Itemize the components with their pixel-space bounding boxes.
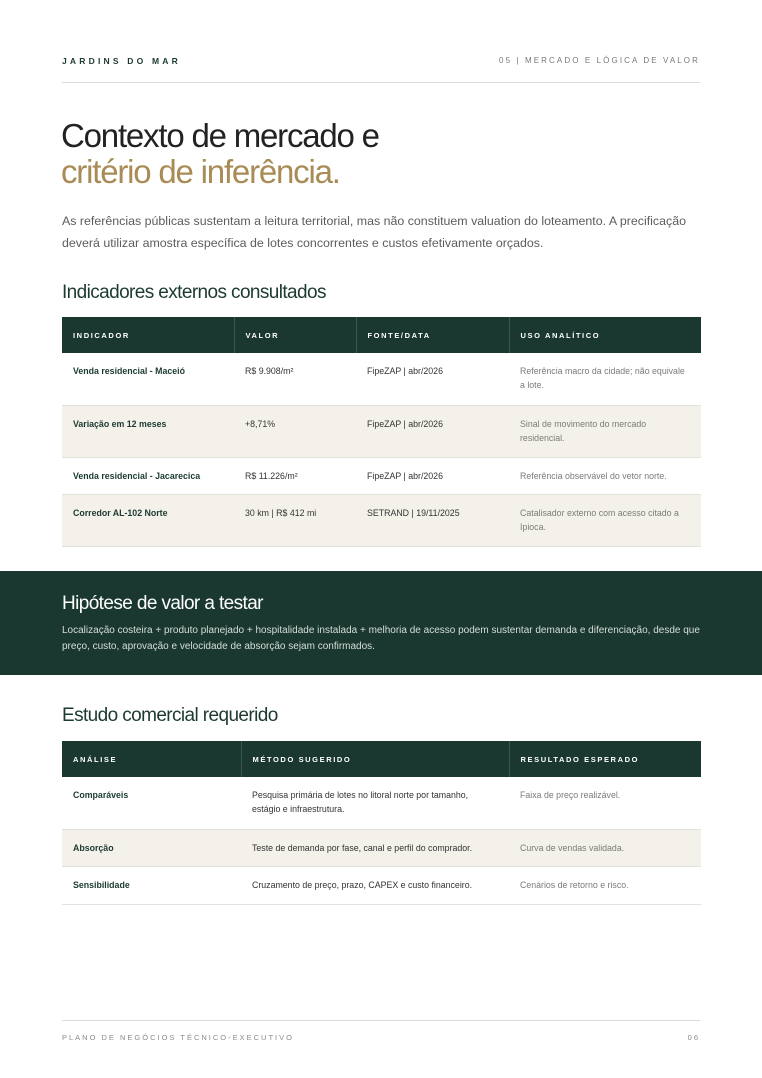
table-cell: Faixa de preço realizável. (509, 777, 701, 829)
footer-document-title: PLANO DE NEGÓCIOS TÉCNICO-EXECUTIVO (62, 1033, 294, 1042)
column-header: INDICADOR (62, 317, 234, 353)
table-cell: Venda residencial - Jacarecica (62, 457, 234, 494)
table-cell: R$ 11.226/m² (234, 457, 356, 494)
table-cell: Variação em 12 meses (62, 405, 234, 457)
table-row (62, 353, 701, 405)
table-header-row (62, 741, 701, 777)
table-cell: Referência observável do vetor norte. (509, 457, 701, 494)
intro-paragraph: As referências públicas sustentam a leitura territorial, mas não constituem valuation do loteamento. A precificação deverá utilizar amostra específica de lotes concorrentes e custos efetivamente orçados. (62, 214, 686, 250)
page-header (62, 56, 700, 83)
table-header-row (62, 317, 701, 353)
table-cell: R$ 9.908/m² (234, 353, 356, 405)
page-number: 06 (687, 1033, 700, 1042)
table-row (62, 866, 701, 904)
table-cell: Catalisador externo com acesso citado a Ipioca. (509, 494, 701, 546)
table-cell: Absorção (62, 829, 241, 866)
column-header: FONTE/DATA (356, 317, 509, 353)
table-row (62, 494, 701, 546)
table-cell: Pesquisa primária de lotes no litoral norte por tamanho, estágio e infraestrutura. (241, 777, 509, 829)
title-line-1: Contexto de mercado e (61, 117, 379, 154)
table-cell: Teste de demanda por fase, canal e perfil do comprador. (241, 829, 509, 866)
study-table (62, 741, 701, 905)
table-cell: Cenários de retorno e risco. (509, 866, 701, 904)
title-line-2: critério de inferência. (61, 153, 340, 190)
table-cell: Referência macro da cidade; não equivale a lote. (509, 353, 701, 405)
table-row (62, 829, 701, 866)
hypothesis-text: Localização costeira + produto planejado + hospitalidade instalada + melhoria de acesso podem sustentar demanda e diferenciação, desde que preço, custo, aprovação e velocidade de absorção sejam confirmados. (62, 625, 700, 652)
column-header: RESULTADO ESPERADO (509, 741, 701, 777)
table-cell: FipeZAP | abr/2026 (356, 457, 509, 494)
table-cell: Corredor AL-102 Norte (62, 494, 234, 546)
table-cell: Cruzamento de preço, prazo, CAPEX e custo financeiro. (241, 866, 509, 904)
table-row (62, 405, 701, 457)
column-header: ANÁLISE (62, 741, 241, 777)
page-footer (62, 1020, 700, 1042)
table-row (62, 777, 701, 829)
brand-name: JARDINS DO MAR (62, 56, 181, 66)
table-cell: SETRAND | 19/11/2025 (356, 494, 509, 546)
table-row (62, 457, 701, 494)
hypothesis-heading: Hipótese de valor a testar (62, 593, 263, 614)
hypothesis-band (0, 571, 762, 675)
section-label: 05 | MERCADO E LÓGICA DE VALOR (499, 56, 700, 65)
table-cell: Venda residencial - Maceió (62, 353, 234, 405)
table-cell: +8,71% (234, 405, 356, 457)
table-cell: Sensibilidade (62, 866, 241, 904)
indicators-heading: Indicadores externos consultados (62, 282, 326, 303)
table-cell: Curva de vendas validada. (509, 829, 701, 866)
table-cell: Comparáveis (62, 777, 241, 829)
table-cell: FipeZAP | abr/2026 (356, 405, 509, 457)
column-header: USO ANALÍTICO (509, 317, 701, 353)
table-cell: 30 km | R$ 412 mi (234, 494, 356, 546)
study-heading: Estudo comercial requerido (62, 705, 278, 726)
column-header: VALOR (234, 317, 356, 353)
page-title (61, 118, 379, 190)
table-cell: Sinal de movimento do mercado residencial. (509, 405, 701, 457)
table-cell: FipeZAP | abr/2026 (356, 353, 509, 405)
indicators-table (62, 317, 701, 547)
column-header: MÉTODO SUGERIDO (241, 741, 509, 777)
